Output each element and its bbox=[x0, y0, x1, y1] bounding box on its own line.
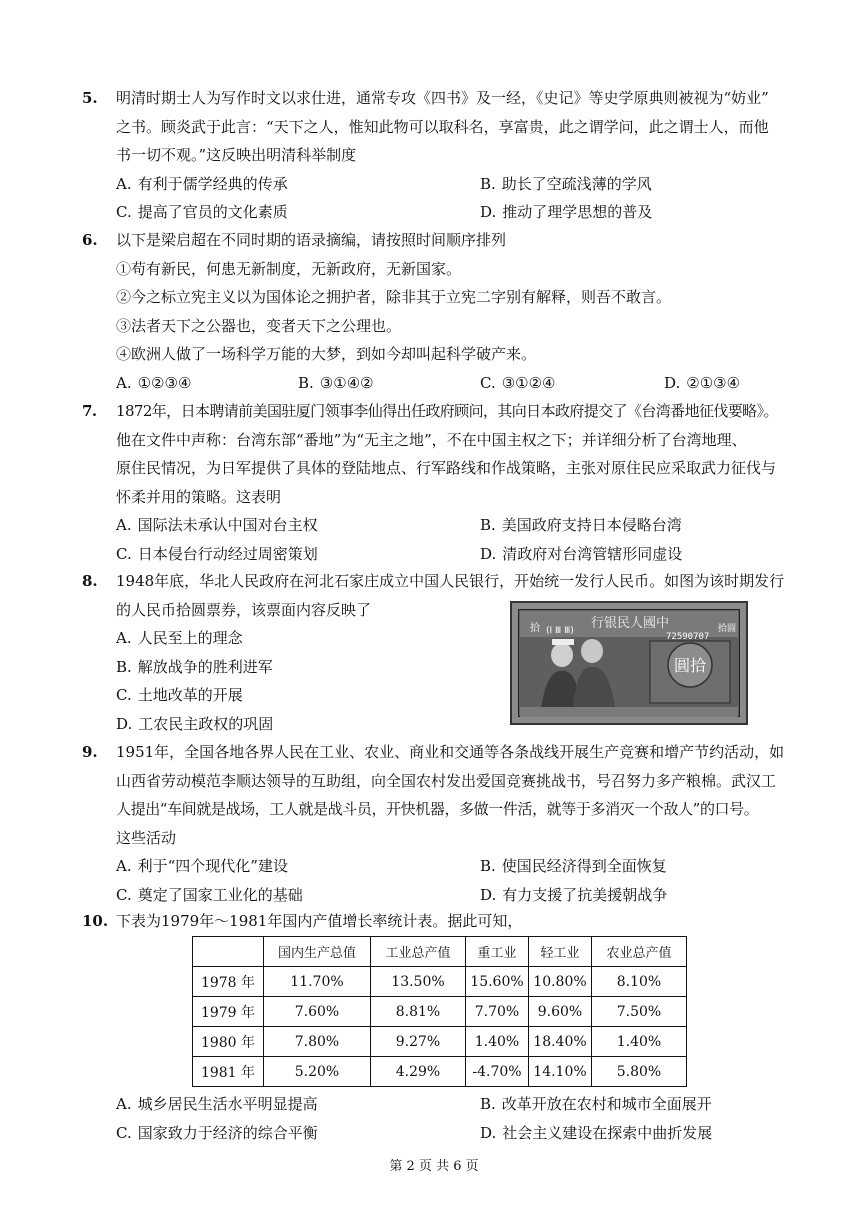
option-a[interactable]: A. 城乡居民生活水平明显提高 bbox=[116, 1095, 318, 1113]
table-cell: 13.50% bbox=[371, 967, 466, 997]
question-text: 他在文件中声称：台湾东部“番地”为“无主之地”，不在中国主权之下；并详细分析了台湾地理、 bbox=[116, 430, 747, 449]
question-text: 明清时期士人为写作时文以求仕进，通常专攻《四书》及一经，《史记》等史学原典则被视为“妨业” bbox=[116, 89, 769, 107]
question-10 bbox=[82, 907, 782, 936]
page-footer: 第 2 页 共 6 页 bbox=[389, 1159, 479, 1174]
banknote-image bbox=[510, 601, 748, 725]
table-cell: 9.27% bbox=[371, 1027, 466, 1057]
banknote-serial: 72590707 bbox=[666, 632, 710, 642]
option-a[interactable]: A. 人民至上的理念 bbox=[116, 629, 243, 647]
question-number: 7. bbox=[82, 402, 97, 420]
option-b[interactable]: B. 解放战争的胜利进军 bbox=[116, 657, 273, 676]
table-header-cell: 重工业 bbox=[466, 937, 529, 967]
question-text: 这些活动 bbox=[116, 828, 177, 847]
table-cell: 1979 年 bbox=[193, 997, 264, 1027]
table-cell: 7.50% bbox=[592, 997, 687, 1027]
table-cell: 7.80% bbox=[264, 1027, 371, 1057]
question-number: 5. bbox=[82, 89, 98, 107]
question-text: 1872年，日本聘请前美国驻厦门领事李仙得出任政府顾问，其向日本政府提交了《台湾番地征伐要略》。 bbox=[116, 402, 778, 420]
table-cell: 1.40% bbox=[592, 1027, 687, 1057]
question-text: 以下是梁启超在不同时期的语录摘编，请按照时间顺序排列 bbox=[116, 231, 507, 249]
option-c[interactable]: C. 提高了官员的文化素质 bbox=[116, 203, 288, 221]
option-b[interactable]: B. 助长了空疏浅薄的学风 bbox=[480, 174, 652, 193]
banknote-bottom-band bbox=[520, 707, 738, 717]
table-cell: 5.20% bbox=[264, 1057, 371, 1087]
option-b[interactable]: B. 改革开放在农村和城市全面展开 bbox=[480, 1095, 712, 1113]
worker-cap bbox=[552, 639, 574, 645]
table-cell: 1980 年 bbox=[193, 1027, 264, 1057]
option-d[interactable]: D. ②①③④ bbox=[664, 373, 741, 392]
question-text: 的人民币拾圆票券，该票面内容反映了 bbox=[116, 600, 372, 619]
table-cell: 7.60% bbox=[264, 997, 371, 1027]
option-a[interactable]: A. ①②③④ bbox=[116, 373, 192, 392]
table-cell: 1981 年 bbox=[193, 1057, 264, 1087]
table-cell: 10.80% bbox=[529, 967, 592, 997]
table-cell: 5.80% bbox=[592, 1057, 687, 1087]
table-cell: 1978 年 bbox=[193, 967, 264, 997]
table-cell: -4.70% bbox=[466, 1057, 529, 1087]
table-header-cell: 农业总产值 bbox=[592, 937, 687, 967]
option-d[interactable]: D. 社会主义建设在探索中曲折发展 bbox=[480, 1123, 713, 1142]
option-a[interactable]: A. 国际法未承认中国对台主权 bbox=[116, 516, 318, 534]
table-row bbox=[193, 967, 687, 997]
table-row bbox=[193, 1027, 687, 1057]
question-text: 1948年底，华北人民政府在河北石家庄成立中国人民银行，开始统一发行人民币。如图为该时期发行 bbox=[116, 572, 785, 590]
question-number: 8. bbox=[82, 572, 98, 590]
table-row bbox=[193, 997, 687, 1027]
question-text: 1951年，全国各地各界人民在工业、农业、商业和交通等各条战线开展生产竞赛和增产节约活动，如 bbox=[116, 743, 785, 761]
option-c[interactable]: C. ③①②④ bbox=[480, 373, 556, 392]
table-cell: 7.70% bbox=[466, 997, 529, 1027]
option-c[interactable]: C. 土地改革的开展 bbox=[116, 686, 243, 704]
option-c[interactable]: C. 奠定了国家工业化的基础 bbox=[116, 885, 303, 904]
banknote-series: (Ⅰ Ⅲ Ⅲ) bbox=[546, 626, 574, 636]
question-5 bbox=[82, 84, 782, 227]
banknote-corner-right: 拾圓 bbox=[718, 624, 737, 634]
table-cell: 11.70% bbox=[264, 967, 371, 997]
table-header-row bbox=[193, 937, 687, 967]
option-d[interactable]: D. 推动了理学思想的普及 bbox=[480, 203, 653, 221]
banknote-illustration bbox=[512, 603, 746, 723]
table-cell: 1.40% bbox=[466, 1027, 529, 1057]
option-b[interactable]: B. 使国民经济得到全面恢复 bbox=[480, 857, 667, 875]
table-cell: 15.60% bbox=[466, 967, 529, 997]
question-text: 书一切不观。”这反映出明清科举制度 bbox=[116, 146, 357, 164]
table-header-cell bbox=[193, 937, 264, 967]
table-header-cell: 轻工业 bbox=[529, 937, 592, 967]
question-7 bbox=[82, 397, 782, 568]
option-c[interactable]: C. 国家致力于经济的综合平衡 bbox=[116, 1123, 318, 1142]
question-10-options bbox=[82, 1090, 782, 1147]
table-header-cell: 工业总产值 bbox=[371, 937, 466, 967]
option-b[interactable]: B. 美国政府支持日本侵略台湾 bbox=[480, 516, 682, 534]
question-text: 之书。顾炎武于此言：“天下之人，惟知此物可以取科名，享富贵，此之谓学问，此之谓士人，而他 bbox=[116, 117, 769, 136]
banknote-bank-name: 行银民人國中 bbox=[590, 616, 670, 631]
table-cell: 18.40% bbox=[529, 1027, 592, 1057]
banknote-corner-left: 拾 bbox=[530, 623, 540, 634]
question-9 bbox=[82, 738, 785, 909]
quote-3: ③法者天下之公器也，变者天下之公理也。 bbox=[116, 316, 402, 335]
question-text: 下表为1979年～1981年国内产值增长率统计表。据此可知， bbox=[116, 912, 523, 930]
question-text: 人提出“车间就是战场，工人就是战斗员，开快机器，多做一件活，就等于多消灭一个敌人”的口号。 bbox=[116, 800, 759, 818]
question-number: 10. bbox=[82, 912, 109, 930]
table-cell: 9.60% bbox=[529, 997, 592, 1027]
table-header-cell: 国内生产总值 bbox=[264, 937, 371, 967]
banknote-denomination: 圓拾 bbox=[673, 656, 707, 675]
option-d[interactable]: D. 有力支援了抗美援朝战争 bbox=[480, 885, 668, 904]
question-number: 9. bbox=[82, 743, 98, 761]
option-a[interactable]: A. 有利于儒学经典的传承 bbox=[116, 174, 288, 193]
question-number: 6. bbox=[82, 231, 98, 249]
worker-head-left bbox=[551, 643, 573, 667]
table-row bbox=[193, 1057, 687, 1087]
option-d[interactable]: D. 工农民主政权的巩固 bbox=[116, 714, 274, 733]
table-cell: 8.10% bbox=[592, 967, 687, 997]
question-text: 山西省劳动模范李顺达领导的互助组，向全国农村发出爱国竞赛挑战书，号召努力多产粮棉。武汉工 bbox=[116, 771, 777, 790]
quote-4: ④欧洲人做了一场科学万能的大梦，到如今却叫起科学破产来。 bbox=[116, 345, 537, 363]
option-d[interactable]: D. 清政府对台湾管辖形同虚设 bbox=[480, 544, 683, 563]
option-a[interactable]: A. 利于“四个现代化”建设 bbox=[116, 857, 288, 875]
worker-head-right bbox=[581, 639, 603, 663]
table-cell: 8.81% bbox=[371, 997, 466, 1027]
table-cell: 4.29% bbox=[371, 1057, 466, 1087]
question-text: 怀柔并用的策略。这表明 bbox=[116, 487, 282, 506]
option-c[interactable]: C. 日本侵台行动经过周密策划 bbox=[116, 544, 318, 563]
table-cell: 14.10% bbox=[529, 1057, 592, 1087]
quote-2: ②今之标立宪主义以为国体论之拥护者，除非其于立宪二字别有解释，则吾不敢言。 bbox=[116, 288, 672, 306]
question-6 bbox=[82, 226, 782, 397]
quote-1: ①苟有新民，何患无新制度，无新政府，无新国家。 bbox=[116, 259, 462, 278]
question-text: 原住民情况，为日军提供了具体的登陆地点、行军路线和作战策略，主张对原住民应采取武力征伐与 bbox=[116, 459, 777, 477]
growth-rate-table bbox=[192, 936, 687, 1087]
option-b[interactable]: B. ③①④② bbox=[298, 373, 374, 392]
